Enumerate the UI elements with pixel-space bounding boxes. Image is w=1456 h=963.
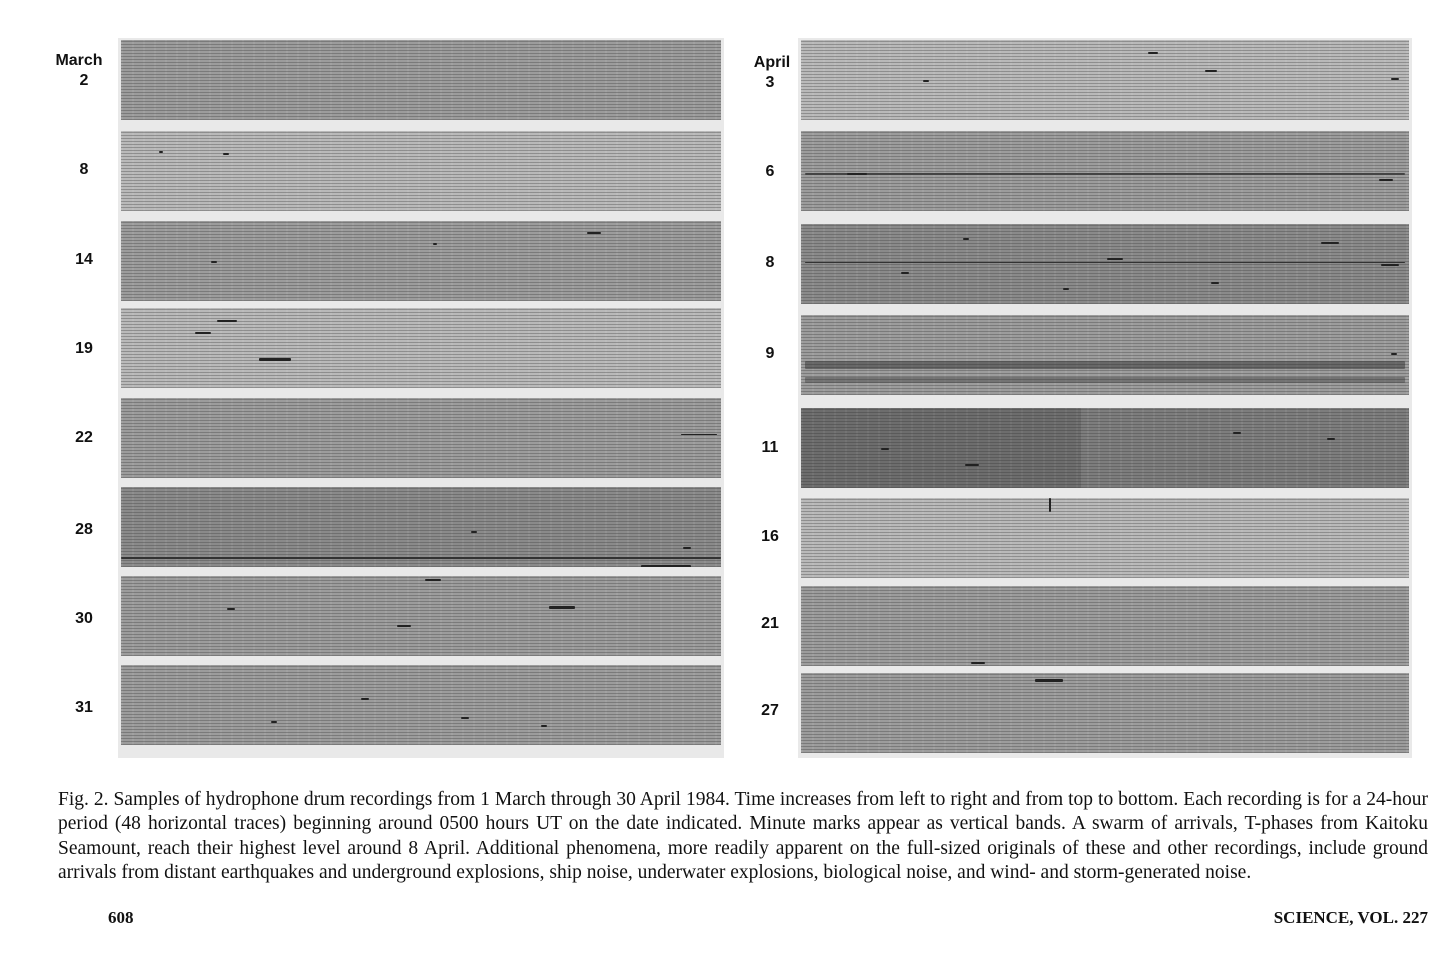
arrival-mark [121,557,721,559]
date-label: 3 [765,74,775,91]
month-label-april: April [753,54,791,71]
arrival-mark [541,725,547,727]
recording-strip-april-3 [801,40,1409,120]
date-label: 11 [761,439,779,456]
arrival-mark [433,243,437,245]
arrival-mark [1391,353,1397,355]
recording-strip-march-28 [121,487,721,567]
recording-strip-april-27 [801,673,1409,753]
arrival-mark [805,173,1405,175]
date-label: 28 [75,521,93,538]
march-recordings-panel [118,38,724,758]
arrival-mark [1148,52,1158,54]
recording-strip-march-8 [121,131,721,211]
arrival-mark [847,173,867,175]
arrival-mark [971,662,985,664]
arrival-mark [397,625,411,627]
arrival-mark [461,717,469,719]
date-label: 2 [79,72,89,89]
arrival-mark [1063,288,1069,290]
date-label: 8 [765,254,775,271]
arrival-mark [223,153,229,155]
arrival-mark [271,721,277,723]
date-label: 8 [79,161,89,178]
arrival-mark [1381,264,1399,266]
journal-reference: SCIENCE, VOL. 227 [1273,908,1428,927]
arrival-mark [1391,78,1399,80]
arrival-mark [683,547,691,549]
arrival-mark [1379,179,1393,181]
arrival-mark [471,531,477,533]
date-label: 22 [75,429,93,446]
arrival-mark [211,261,217,263]
recording-strip-march-30 [121,576,721,656]
arrival-mark [217,320,237,322]
recording-strip-march-31 [121,665,721,745]
arrival-mark [1107,258,1123,260]
arrival-mark [1327,438,1335,440]
arrival-mark [801,408,1081,488]
arrival-mark [195,332,211,334]
recording-strip-april-21 [801,586,1409,666]
date-label: 14 [75,251,93,268]
arrival-mark [361,698,369,700]
recording-strip-march-19 [121,308,721,388]
date-label: 16 [761,528,779,545]
page-number: 608 [108,908,134,927]
figure-caption: Fig. 2. Samples of hydrophone drum recordings from 1 March through 30 April 1984. Time increases from left to right and from top to bottom. Each recording is for a 24-hour period (48 horizontal traces) beginning around 0500 hours UT on the date indicated. Minute marks appear as vertical bands. A swarm of arrivals, T-phases from Kaitoku Seamount, reach their highest level around 8 April. Additional phenomena, more readily apparent on the full-sized originals of these and other recordings, include ground arrivals from distant earthquakes and underground explosions, ship noise, underwater explosions, biological noise, and wind- and storm-generated noise. [58,788,1428,883]
arrival-mark [901,272,909,274]
date-label: 30 [75,610,93,627]
recording-strip-april-11 [801,408,1409,488]
date-label: 9 [765,345,775,362]
arrival-mark [549,606,575,609]
recording-strip-april-16 [801,498,1409,578]
recording-strip-april-9 [801,315,1409,395]
arrival-mark [587,232,601,234]
arrival-mark [1035,679,1063,682]
date-label: 21 [761,615,779,632]
arrival-mark [965,464,979,466]
arrival-mark [641,565,691,567]
arrival-mark [923,80,929,82]
arrival-mark [1233,432,1241,434]
arrival-mark [1205,70,1217,72]
recording-strip-march-2 [121,40,721,120]
arrival-mark [1321,242,1339,244]
date-label: 31 [75,699,93,716]
arrival-mark [881,448,889,450]
arrival-mark [805,377,1405,383]
april-recordings-panel [798,38,1412,758]
arrival-mark [963,238,969,240]
recording-strip-april-6 [801,131,1409,211]
arrival-mark [227,608,235,610]
date-label: 6 [765,163,775,180]
arrival-mark [805,262,1405,263]
arrival-mark [1211,282,1219,284]
recording-strip-april-8 [801,224,1409,304]
recording-strip-march-22 [121,398,721,478]
arrival-mark [159,151,163,153]
arrival-mark [805,361,1405,369]
arrival-mark [259,358,291,361]
month-label-march: March [55,52,103,69]
arrival-mark [425,579,441,581]
arrival-mark [1049,498,1051,512]
recording-strip-march-14 [121,221,721,301]
date-label: 27 [761,702,779,719]
date-label: 19 [75,340,93,357]
arrival-mark [681,434,717,435]
